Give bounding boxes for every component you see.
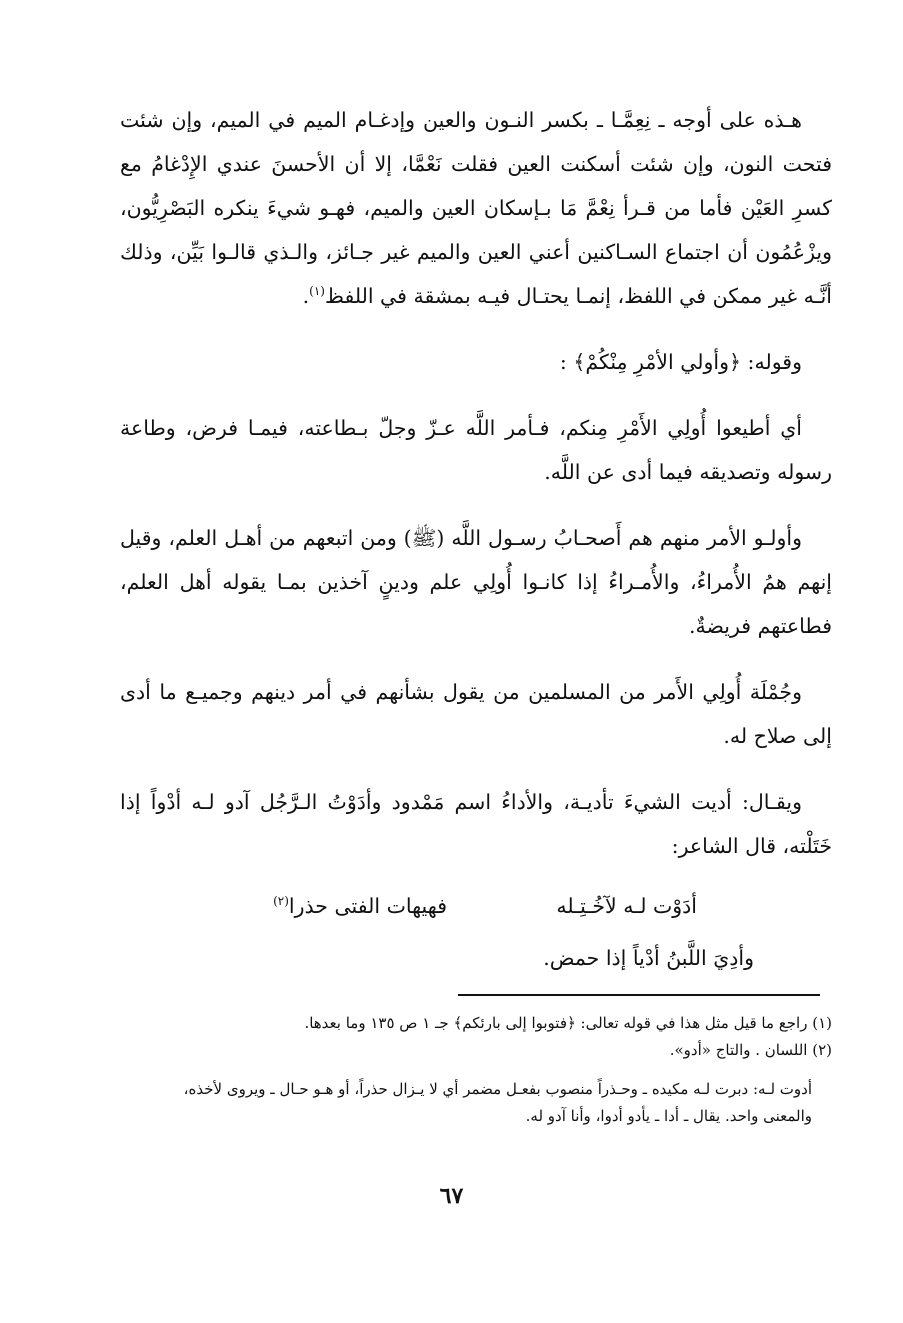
- paragraph-text: هـذه على أوجه ـ نِعِمَّـا ـ بكسر النـون والعين وإدغـام الميم في الميم، وإن شئت فتحت النون، وإن شئت أسكنت العين فقلت نَعْمَّا، إلا أن الأحسنَ عندي الإِدْغامُ مع كسرِ العَيْن فأما من قـرأ نِعْمَّ مَا بـإسكان العين والميم، فهـو شيءَ ينكره البَصْرِيُّون، ويزْعُمُون أن اجتماع السـاكنين أعني العين والميم غير جـائز، والـذي قالـوا بَيِّن، وذلك أنَّـه غير ممكن في اللفظ، إنمـا يحتـال فيـه بمشقة في اللفظ: [120, 108, 832, 308]
- page-number: ٦٧: [439, 1183, 464, 1209]
- verse-heading: وقوله: ﴿وأولي الأمْرِ مِنْكُمْ﴾ :: [559, 350, 802, 374]
- footnote-1: (١) راجع ما قيل مثل هذا في قوله تعالى: ﴿فتوبوا إلى بارئكم﴾ جـ ١ ص ١٣٥ وما بعدها.: [304, 1014, 832, 1032]
- paragraph: أي أطيعوا أُولِي الأَمْرِ مِنكم، فـأمر اللَّه عـزّ وجلّ بـطاعته، فيمـا فرض، وطاعة رسوله وتصديقه فيما أدى عن اللَّه.: [120, 416, 832, 484]
- paragraph-end: .: [302, 284, 310, 308]
- verse-text: فهيهات الفتى حذرا: [288, 894, 447, 918]
- footnote-2-detail: أدوت لـه: دبرت لـه مكيده ـ وحـذراً منصوب بفعـل مضمر أي لا يـزال حذراً، أو هـو حـال ـ ويروى لأخذه، والمعنى واحد. يقال ـ أدا ـ يأدو أدوا، وأنا آدو له.: [183, 1080, 812, 1125]
- paragraph: وجُمْلَة أُولِي الأَمر من المسلمين من يقول بشأنهم في أمر دينهم وجميـع ما أدى إلى صلاح له.: [120, 680, 832, 748]
- footnote-2: (٢) اللسان . والتاج «أدو».: [669, 1041, 832, 1059]
- verse-hemistich-first: أدَوْت لـه لآخُـتِـله: [556, 894, 697, 918]
- footnote-ref: (١): [309, 284, 325, 299]
- footnotes: [120, 1010, 832, 1130]
- footnote-ref: (٢): [273, 894, 289, 909]
- main-text: [120, 98, 832, 1004]
- paragraph: وأولـو الأمر منهم هم أَصحـابُ رسـول اللَّه (ﷺ) ومن اتبعهم من أهـل العلم، وقيل إنهم همُ الأُمراءُ، والأُمـراءُ إذا كانـوا أُولِي علم ودينٍ آخذين بمـا يقوله أهل العلم، فطاعتهم فريضةٌ.: [120, 526, 832, 638]
- verse-hemistich-second: [273, 884, 447, 928]
- paragraph: ويقـال: أديت الشيءَ تأديـة، والأداءُ اسم مَمْدود وأدَوْتُ الـرَّجُل آدو لـه أدْواً إذا خَتَلْته، قال الشاعر:: [120, 790, 832, 858]
- poetry-verse: [120, 884, 832, 1004]
- footnote-divider: [458, 994, 820, 996]
- paragraph: [120, 98, 832, 318]
- verse-explanation: وأدِيَ اللَّبنُ أدْياً إذا حمض.: [543, 946, 754, 970]
